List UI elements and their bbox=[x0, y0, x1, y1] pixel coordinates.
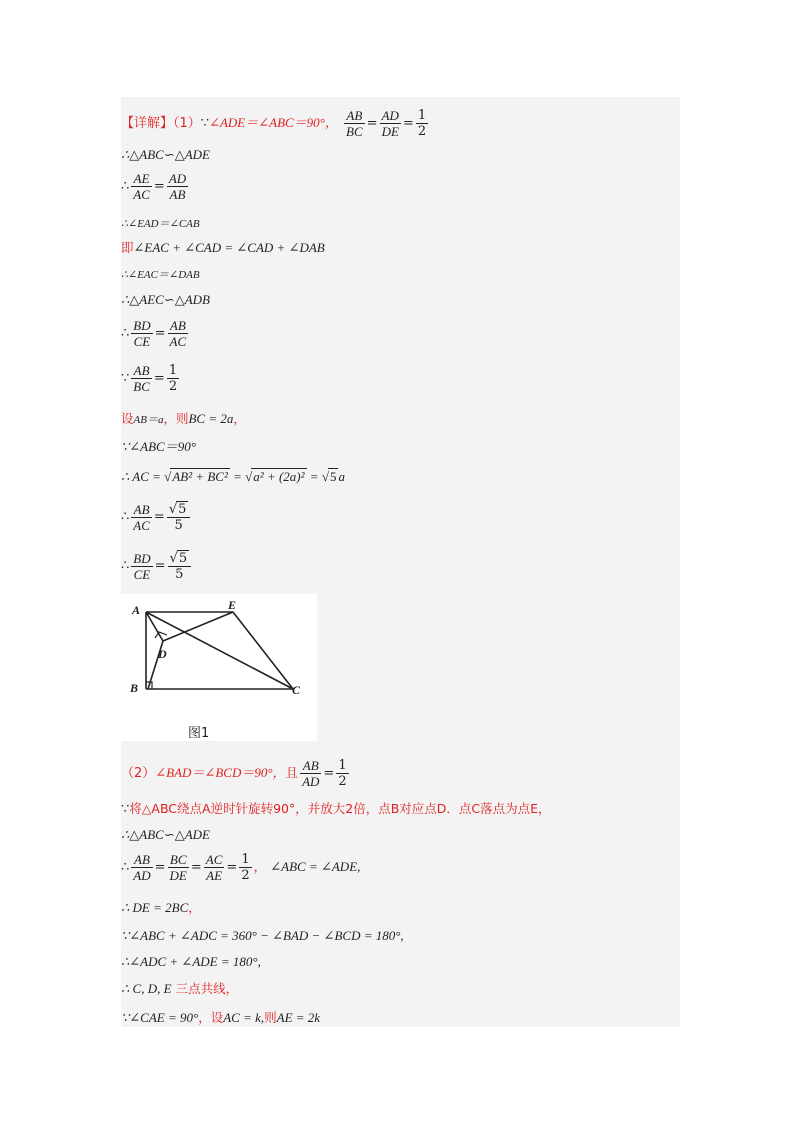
part2-line-7: ∴∠ADC + ∠ADE = 180°, bbox=[121, 954, 261, 969]
part1-line-10: 设AB＝a，则BC = 2a， bbox=[121, 411, 246, 426]
part2-line-5: ∴ DE = 2BC， bbox=[121, 900, 201, 915]
part1-line-5: 即∠EAC + ∠CAD = ∠CAD + ∠DAB bbox=[121, 240, 325, 255]
part1-line-14: ∴ $\frac{BD}{CE}$ = $\frac{√5}{5}$ bbox=[121, 550, 193, 582]
part1-line-12: ∴ AC = √AB² + BC² = √a² + (2a)² = √5 a bbox=[121, 469, 345, 484]
part2-line-3: ∴△ABC∽△ADE bbox=[121, 827, 210, 842]
part1-line-11: ∵∠ABC＝90° bbox=[121, 439, 196, 454]
part1-line-2: ∴△ABC∽△ADE bbox=[121, 147, 210, 162]
vertex-label-a: A bbox=[132, 603, 141, 617]
vertex-label-b: B bbox=[130, 681, 139, 695]
vertex-label-e: E bbox=[228, 598, 237, 612]
part1-line-13: ∴ $\frac{AB}{AC}$ = $\frac{√5}{5}$ bbox=[121, 501, 192, 533]
segment-ac bbox=[146, 612, 293, 689]
part1-line-9: ∵ $\frac{AB}{BC}$ = $\frac{1}{2}$ bbox=[121, 363, 178, 394]
solution-panel bbox=[121, 97, 680, 1027]
part-index: （1） bbox=[173, 116, 201, 131]
part2-line-1: （2）∠BAD＝∠BCD＝90°，且 $\frac{AB}{AD}$ = $\frac{1}{2}$ bbox=[121, 758, 347, 789]
part1-line-4: ∴∠EAD＝∠CAB bbox=[121, 218, 200, 230]
part1-line-3: ∴ $\frac{AE}{AC}$ = $\frac{AD}{AB}$ bbox=[121, 171, 187, 202]
part1-line-1: 【详解】（1）∵∠ADE＝∠ABC＝90°， $\frac{AB}{BC}$ = $\frac{AD}{DE}$ = $\frac{1}{2}$ bbox=[121, 108, 427, 139]
part1-line-8: ∴ $\frac{BD}{CE}$ = $\frac{AB}{AC}$ bbox=[121, 318, 187, 349]
geometry-figure-1 bbox=[121, 594, 317, 741]
figure-1-diagram bbox=[121, 594, 317, 741]
part2-line-8: ∴ C, D, E 三点共线， bbox=[121, 981, 239, 996]
part2-line-2: ∵将△ABC绕点A逆时针旋转90°，并放大2倍，点B对应点D．点C落点为点E， bbox=[121, 801, 551, 817]
vertex-label-c: C bbox=[292, 683, 301, 697]
segment-ec bbox=[233, 612, 293, 689]
part1-line-6: ∴∠EAC＝∠DAB bbox=[121, 269, 200, 281]
part2-line-9: ∵∠CAE = 90°，设AC = k,则AE = 2k bbox=[121, 1010, 321, 1025]
part1-line-7: ∴△AEC∽△ADB bbox=[121, 292, 210, 307]
figure-1-caption: 图1 bbox=[188, 726, 210, 741]
part2-line-4: ∴ $\frac{AB}{AD}$ = $\frac{BC}{DE}$ = $\frac{AC}{AE}$ = $\frac{1}{2}$ ， ∠ABC = ∠ADE, bbox=[121, 852, 361, 883]
part2-line-6: ∵∠ABC + ∠ADC = 360° − ∠BAD − ∠BCD = 180°, bbox=[121, 928, 404, 943]
vertex-label-d: D bbox=[158, 647, 167, 661]
solution-header: 【详解】 bbox=[121, 116, 174, 131]
